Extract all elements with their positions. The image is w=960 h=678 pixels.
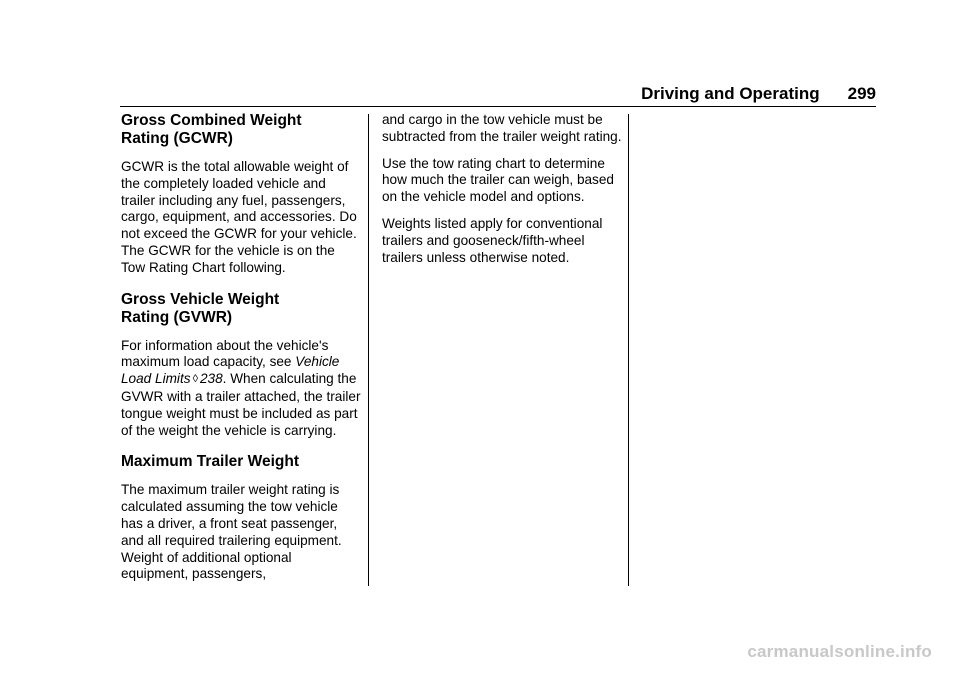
gcwr-heading-line1: Gross Combined Weight <box>121 112 302 129</box>
gvwr-body <box>121 338 361 440</box>
max-trailer-body: The maximum trailer weight rating is calculated assuming the tow vehicle has a driver, a front seat passenger, and all required trailering equipment. Weight of additional optional equipment, passengers, <box>121 482 342 582</box>
col2-para-1: and cargo in the tow vehicle must be subtracted from the trailer weight rating. <box>382 112 622 144</box>
header-rule <box>120 106 876 107</box>
running-header <box>120 84 876 104</box>
watermark: carmanualsonline.info <box>747 642 932 661</box>
gvwr-body-text-2: . When calculating the GVWR with a trailer attached, the trailer tongue weight must be included as part of the weight the vehicle is carrying. <box>121 371 361 438</box>
col2-para-2: Use the tow rating chart to determine how much the trailer can weigh, based on the vehicle model and options. <box>382 155 614 205</box>
max-trailer-heading: Maximum Trailer Weight <box>121 453 300 471</box>
link-text: Vehicle Load Limits <box>121 354 340 387</box>
col2-para-3: Weights listed apply for conventional trailers and gooseneck/fifth-wheel trailers unless otherwise noted. <box>382 215 603 265</box>
gcwr-body: GCWR is the total allowable weight of the completely loaded vehicle and trailer including any fuel, passengers, cargo, equipment, and accessories. Do not exceed the GCWR for your vehicle. The GCWR for the vehicle is on the Tow Rating Chart following. <box>121 159 357 275</box>
gvwr-heading-line1: Gross Vehicle Weight <box>121 290 280 308</box>
gcwr-heading-line2: Rating (GCWR) <box>121 130 233 147</box>
page-reference-icon: ◊ <box>192 373 198 386</box>
link-page: 238 <box>199 371 223 387</box>
section-title: Driving and Operating <box>641 84 820 103</box>
column-divider-2 <box>628 114 629 586</box>
page-number: 299 <box>847 84 876 103</box>
column-divider-1 <box>368 114 369 586</box>
gvwr-heading <box>121 291 361 327</box>
column-2 <box>382 112 622 276</box>
gcwr-heading <box>121 112 361 148</box>
column-1 <box>121 112 361 593</box>
gvwr-body-text: For information about the vehicle's maximum load capacity, see <box>121 337 329 370</box>
gvwr-heading-line2: Rating (GVWR) <box>121 308 233 326</box>
